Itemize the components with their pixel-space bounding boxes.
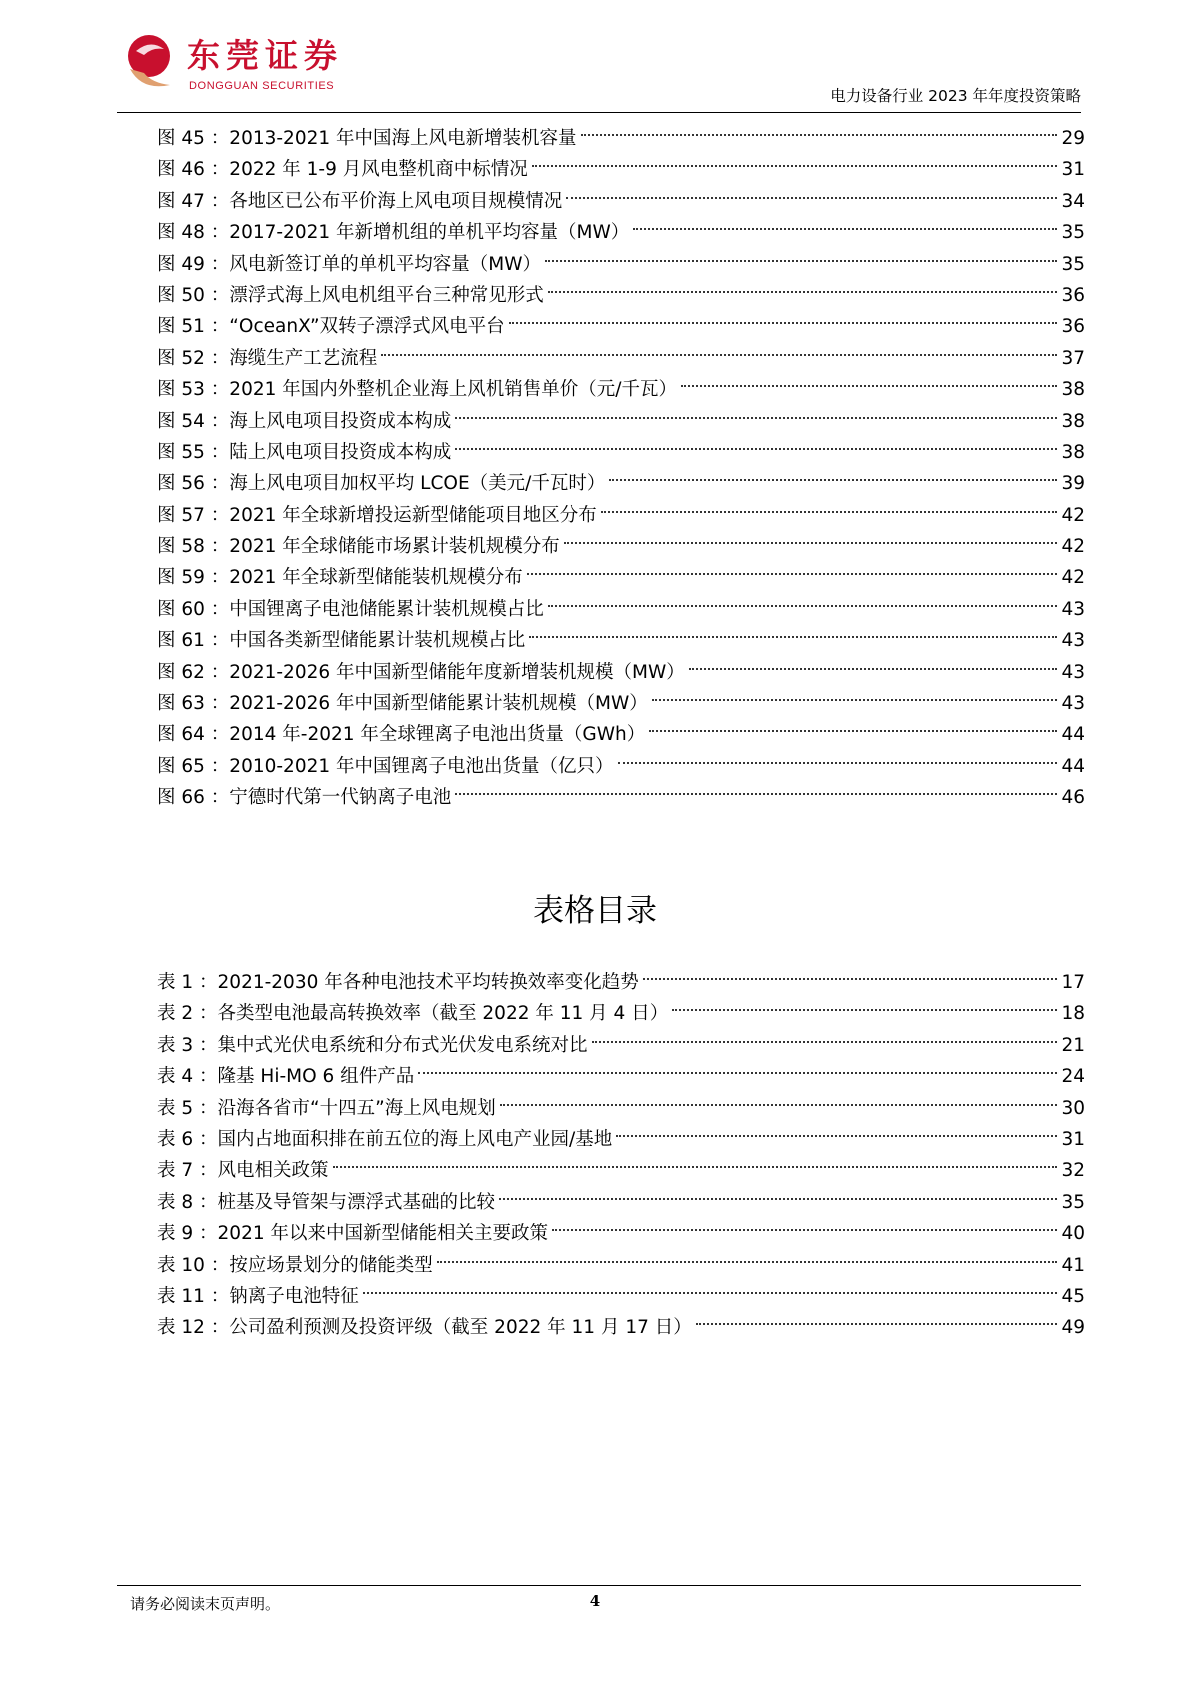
toc-entry-page: 40 bbox=[1061, 1223, 1085, 1245]
toc-entry-label: 图 48 ：2017-2021 年新增机组的单机平均容量（MW） bbox=[157, 222, 630, 244]
dot-leader bbox=[529, 615, 1057, 646]
toc-entry-page: 36 bbox=[1061, 316, 1085, 338]
dot-leader bbox=[618, 741, 1057, 772]
dot-leader bbox=[592, 1020, 1057, 1051]
toc-entry[interactable] bbox=[157, 957, 1085, 993]
dot-leader bbox=[616, 1114, 1057, 1145]
toc-entry-page: 24 bbox=[1061, 1066, 1085, 1088]
dot-leader bbox=[601, 490, 1057, 521]
toc-entry-page: 21 bbox=[1061, 1034, 1085, 1056]
toc-entry-page: 34 bbox=[1061, 190, 1085, 212]
dot-leader bbox=[552, 1208, 1057, 1239]
toc-entry-page: 43 bbox=[1061, 693, 1085, 715]
toc-entry-label: 图 49 ：风电新签订单的单机平均容量（MW） bbox=[157, 253, 542, 275]
toc-entry-label: 表 5 ：沿海各省市“十四五”海上风电规划 bbox=[157, 1097, 496, 1119]
toc-entry-page: 31 bbox=[1061, 159, 1085, 181]
toc-entry-label: 表 4 ：隆基 Hi-MO 6 组件产品 bbox=[157, 1066, 415, 1088]
disclaimer-note: 请务必阅读末页声明。 bbox=[130, 1595, 281, 1613]
report-title: 电力设备行业 2023 年年度投资策略 bbox=[830, 87, 1081, 105]
toc-entry-label: 图 63 ：2021-2026 年中国新型储能累计装机规模（MW） bbox=[157, 693, 648, 715]
toc-entry-page: 42 bbox=[1061, 536, 1085, 558]
dot-leader bbox=[455, 427, 1057, 458]
toc-entry-label: 表 6 ：国内占地面积排在前五位的海上风电产业园/基地 bbox=[157, 1128, 613, 1150]
toc-entry-label: 表 9 ：2021 年以来中国新型储能相关主要政策 bbox=[157, 1223, 548, 1245]
dot-leader bbox=[696, 1302, 1057, 1333]
dongguan-securities-logo-icon bbox=[126, 33, 176, 91]
toc-entry-page: 35 bbox=[1061, 1191, 1085, 1213]
dot-leader bbox=[566, 176, 1057, 207]
dot-leader bbox=[333, 1145, 1057, 1176]
dot-leader bbox=[437, 1240, 1057, 1271]
footer-divider bbox=[117, 1585, 1081, 1586]
toc-entry-label: 图 65 ：2010-2021 年中国锂离子电池出货量（亿只） bbox=[157, 755, 614, 777]
toc-entry-page: 42 bbox=[1061, 504, 1085, 526]
toc-entry-page: 30 bbox=[1061, 1097, 1085, 1119]
toc-entry-label: 表 7 ：风电相关政策 bbox=[157, 1160, 329, 1182]
dot-leader bbox=[548, 584, 1057, 615]
toc-entry-label: 图 50 ：漂浮式海上风电机组平台三种常见形式 bbox=[157, 284, 544, 306]
toc-entry-page: 38 bbox=[1061, 441, 1085, 463]
toc-entry-label: 图 66 ：宁德时代第一代钠离子电池 bbox=[157, 787, 452, 809]
toc-entry-page: 46 bbox=[1061, 787, 1085, 809]
toc-entry-page: 49 bbox=[1061, 1317, 1085, 1339]
toc-entry-page: 41 bbox=[1061, 1254, 1085, 1276]
toc-entry-label: 表 2 ：各类型电池最高转换效率（截至 2022 年 11 月 4 日） bbox=[157, 1003, 669, 1025]
toc-entry-label: 图 64 ：2014 年-2021 年全球锂离子电池出货量（GWh） bbox=[157, 724, 646, 746]
toc-entry-page: 38 bbox=[1061, 379, 1085, 401]
dot-leader bbox=[681, 364, 1057, 395]
dot-leader bbox=[643, 957, 1057, 988]
toc-entry-label: 图 55 ：陆上风电项目投资成本构成 bbox=[157, 441, 452, 463]
toc-entry-label: 表 8 ：桩基及导管架与漂浮式基础的比较 bbox=[157, 1191, 496, 1213]
page-header bbox=[117, 28, 1081, 114]
toc-entry-label: 图 53 ：2021 年国内外整机企业海上风机销售单价（元/千瓦） bbox=[157, 379, 677, 401]
toc-entry-label: 图 51 ：“OceanX”双转子漂浮式风电平台 bbox=[157, 316, 505, 338]
dot-leader bbox=[500, 1083, 1057, 1114]
toc-entry-label: 表 11 ：钠离子电池特征 bbox=[157, 1285, 359, 1307]
toc-entry-label: 图 46 ：2022 年 1-9 月风电整机商中标情况 bbox=[157, 159, 528, 181]
dot-leader bbox=[649, 709, 1057, 740]
toc-entry-label: 图 47 ：各地区已公布平价海上风电项目规模情况 bbox=[157, 190, 563, 212]
dot-leader bbox=[609, 458, 1057, 489]
dot-leader bbox=[455, 772, 1057, 803]
toc-entry-page: 43 bbox=[1061, 598, 1085, 620]
toc-entry-page: 38 bbox=[1061, 410, 1085, 432]
toc-entry-page: 31 bbox=[1061, 1128, 1085, 1150]
toc-entry-page: 29 bbox=[1061, 128, 1085, 149]
toc-entry-page: 44 bbox=[1061, 724, 1085, 746]
toc-entry-page: 37 bbox=[1061, 347, 1085, 369]
toc-entry-page: 35 bbox=[1061, 222, 1085, 244]
toc-entry-page: 18 bbox=[1061, 1003, 1085, 1025]
toc-entry-page: 45 bbox=[1061, 1285, 1085, 1307]
dot-leader bbox=[381, 333, 1057, 364]
logo-chinese-name: 东莞证券 bbox=[187, 36, 343, 75]
dot-leader bbox=[545, 239, 1057, 270]
dot-leader bbox=[633, 207, 1057, 238]
toc-entry-label: 图 52 ：海缆生产工艺流程 bbox=[157, 347, 378, 369]
toc-entry-label: 图 60 ：中国锂离子电池储能累计装机规模占比 bbox=[157, 598, 544, 620]
dot-leader bbox=[418, 1051, 1057, 1082]
toc-entry-label: 图 54 ：海上风电项目投资成本构成 bbox=[157, 410, 452, 432]
toc-entry-label: 图 45 ：2013-2021 年中国海上风电新增装机容量 bbox=[157, 128, 577, 149]
dot-leader bbox=[652, 678, 1057, 709]
toc-entry-page: 36 bbox=[1061, 284, 1085, 306]
dot-leader bbox=[363, 1271, 1057, 1302]
dot-leader bbox=[532, 144, 1057, 175]
dot-leader bbox=[581, 113, 1057, 144]
toc-entry-page: 42 bbox=[1061, 567, 1085, 589]
toc-entry-label: 表 1 ：2021-2030 年各种电池技术平均转换效率变化趋势 bbox=[157, 972, 639, 993]
toc-entry-page: 44 bbox=[1061, 755, 1085, 777]
table-index-title: 表格目录 bbox=[533, 893, 657, 929]
toc-entry-page: 17 bbox=[1061, 972, 1085, 993]
table-index-list bbox=[157, 957, 1085, 1339]
toc-entry-label: 图 57 ：2021 年全球新增投运新型储能项目地区分布 bbox=[157, 504, 597, 526]
toc-entry[interactable] bbox=[157, 113, 1085, 149]
toc-entry-page: 32 bbox=[1061, 1160, 1085, 1182]
toc-entry-label: 图 56 ：海上风电项目加权平均 LCOE（美元/千瓦时） bbox=[157, 473, 606, 495]
toc-entry-label: 表 10 ：按应场景划分的储能类型 bbox=[157, 1254, 433, 1276]
toc-entry-label: 图 58 ：2021 年全球储能市场累计装机规模分布 bbox=[157, 536, 560, 558]
toc-entry-label: 图 59 ：2021 年全球新型储能装机规模分布 bbox=[157, 567, 523, 589]
dot-leader bbox=[548, 270, 1057, 301]
toc-entry-label: 图 62 ：2021-2026 年中国新型储能年度新增装机规模（MW） bbox=[157, 661, 685, 683]
figure-index-list bbox=[157, 113, 1085, 809]
dot-leader bbox=[527, 552, 1057, 583]
dot-leader bbox=[499, 1177, 1057, 1208]
toc-entry-page: 43 bbox=[1061, 630, 1085, 652]
dot-leader bbox=[564, 521, 1057, 552]
toc-entry-label: 表 12 ：公司盈利预测及投资评级（截至 2022 年 11 月 17 日） bbox=[157, 1317, 692, 1339]
dot-leader bbox=[455, 396, 1057, 427]
toc-entry-label: 图 61 ：中国各类新型储能累计装机规模占比 bbox=[157, 630, 526, 652]
logo-english-name: DONGGUAN SECURITIES bbox=[189, 80, 335, 92]
dot-leader bbox=[689, 647, 1057, 678]
toc-entry-label: 表 3 ：集中式光伏电系统和分布式光伏发电系统对比 bbox=[157, 1034, 588, 1056]
toc-entry-page: 43 bbox=[1061, 661, 1085, 683]
dot-leader bbox=[509, 301, 1057, 332]
page-number: 4 bbox=[589, 1592, 601, 1610]
toc-entry-page: 35 bbox=[1061, 253, 1085, 275]
dot-leader bbox=[672, 988, 1057, 1019]
toc-entry-page: 39 bbox=[1061, 473, 1085, 495]
